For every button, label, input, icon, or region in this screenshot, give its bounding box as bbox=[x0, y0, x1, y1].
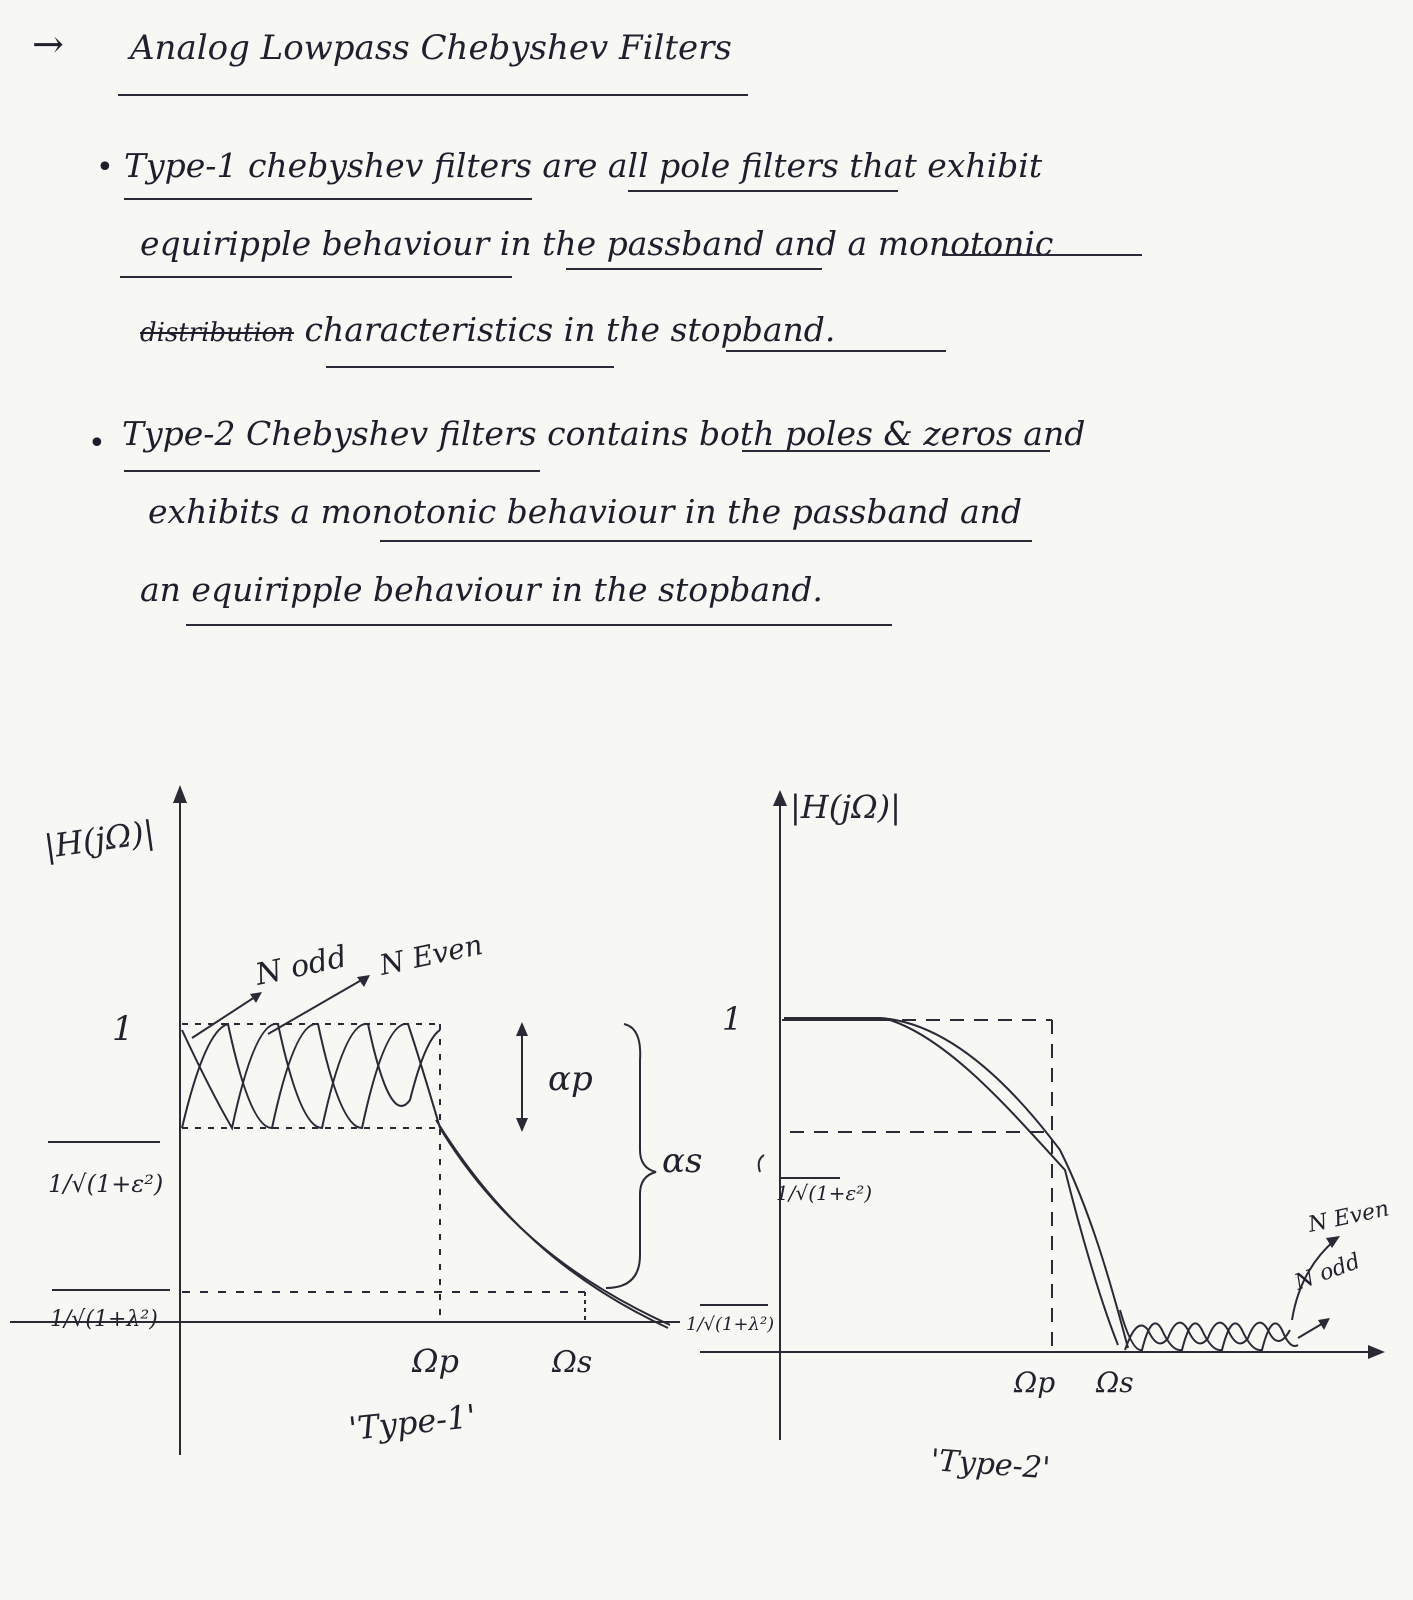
alpha-p-up-icon bbox=[516, 1022, 528, 1036]
plot1-n-odd-label: N odd bbox=[252, 939, 350, 993]
plot1-eps-label: 1/√(1+ε²) bbox=[48, 1170, 164, 1198]
plot1-omega-p-label: Ωp bbox=[412, 1342, 460, 1380]
plot1-alpha-s-label: αs bbox=[662, 1141, 703, 1181]
plot1-lambda-label: 1/√(1+λ²) bbox=[50, 1307, 158, 1332]
alpha-p-down-icon bbox=[516, 1118, 528, 1132]
plot1-n-even-label: N Even bbox=[376, 927, 486, 982]
phrase-type1: Type-1 chebyshev filters bbox=[124, 146, 532, 185]
alpha-s-brace bbox=[606, 1024, 656, 1288]
text-exhibit: that exhibit bbox=[838, 146, 1043, 185]
plot1-omega-s-label: Ωs bbox=[552, 1345, 593, 1380]
plot2-caption: 'Type-2' bbox=[929, 1443, 1052, 1487]
bullet-marker-1: • bbox=[96, 150, 114, 185]
text-stopband-2: in the stopband. bbox=[540, 570, 823, 609]
plot2-y-arrow-icon bbox=[773, 790, 787, 806]
phrase-all-pole: all pole filters bbox=[607, 146, 839, 185]
phrase-equiripple: equiripple behaviour bbox=[140, 224, 490, 263]
struck-word: distribution bbox=[140, 318, 295, 348]
text-and-3: and bbox=[949, 492, 1023, 531]
text-and-2: and bbox=[1012, 414, 1086, 453]
phrase-equiripple-2: equiripple behaviour bbox=[191, 570, 541, 609]
page-title: Analog Lowpass Chebyshev Filters bbox=[130, 28, 732, 68]
plot1-transition-2 bbox=[436, 1120, 668, 1328]
plot2-eps-pointer bbox=[759, 1155, 764, 1172]
phrase-monotonic: a monotonic bbox=[847, 224, 1054, 263]
plot2-one-label: 1 bbox=[722, 1000, 743, 1038]
bullet-marker-2: • bbox=[88, 426, 106, 461]
plot1-curve-n-even bbox=[182, 1024, 440, 1128]
text-are: are bbox=[531, 146, 608, 185]
phrase-type2: Type-2 Chebyshev filters bbox=[122, 414, 537, 453]
text-in: in bbox=[489, 224, 543, 263]
arrow-right-icon: → bbox=[32, 22, 64, 66]
plot2-lambda-label: 1/√(1+λ²) bbox=[686, 1314, 775, 1335]
text-in-2: in bbox=[553, 310, 606, 349]
plot1-ylabel: |H(jΩ)| bbox=[41, 812, 157, 866]
plot1-curve-n-odd bbox=[182, 1024, 440, 1128]
text-and: and bbox=[764, 224, 848, 263]
pointer-n-odd-arrow-icon bbox=[250, 992, 262, 1003]
plot2-eps-label: 1/√(1+ε²) bbox=[776, 1181, 873, 1205]
plot2-ylabel: |H(jΩ)| bbox=[790, 788, 901, 826]
phrase-stopband: the stopband. bbox=[605, 310, 836, 349]
plot1-transition bbox=[440, 1128, 670, 1325]
plot1-one-label: 1 bbox=[112, 1009, 134, 1049]
text-exhibits: exhibits a bbox=[148, 492, 321, 531]
plot2-n-odd-label: N odd bbox=[1291, 1249, 1364, 1296]
pointer-n-odd bbox=[192, 995, 258, 1038]
plot1-caption: 'Type-1' bbox=[346, 1396, 478, 1448]
plot2-omega-p-label: Ωp bbox=[1014, 1366, 1056, 1399]
phrase-monotonic-passband: monotonic behaviour in the passband bbox=[320, 492, 950, 531]
plot2-x-arrow-icon bbox=[1368, 1345, 1385, 1359]
phrase-poles-zeros: both poles & zeros bbox=[698, 414, 1013, 453]
plot2-ripples-n-even bbox=[1120, 1310, 1298, 1350]
text-contains: contains bbox=[536, 414, 699, 453]
plot2-n-even-label: N Even bbox=[1306, 1196, 1392, 1238]
text-an: an bbox=[140, 570, 192, 609]
plot1-alpha-p-label: αp bbox=[548, 1059, 593, 1099]
phrase-characteristics: characteristics bbox=[304, 310, 554, 349]
plot1-y-arrow-icon bbox=[173, 785, 187, 803]
plot2-omega-s-label: Ωs bbox=[1096, 1366, 1134, 1399]
phrase-passband: the passband bbox=[542, 224, 765, 263]
